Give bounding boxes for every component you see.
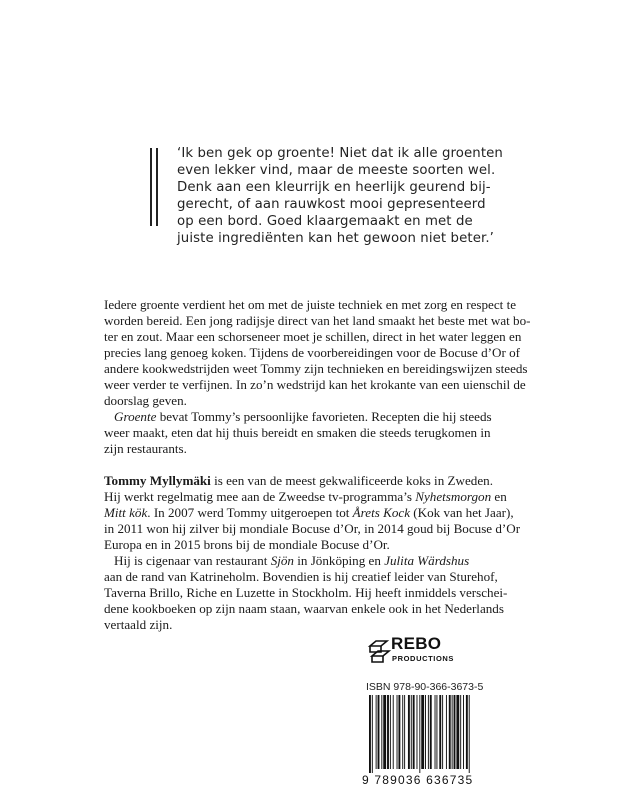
quote-line: ‘Ik ben gek op groente! Niet dat ik alle groenten: [177, 146, 503, 161]
body-line: dene kookboeken op zijn naam staan, waarvan enkele ook in het Nederlands: [104, 601, 504, 616]
barcode-icon: [367, 695, 507, 773]
isbn-label: ISBN 978-90-366-3673-5: [366, 681, 484, 693]
publisher-subtitle: PRODUCTIONS: [392, 654, 455, 663]
quote-bar: [150, 148, 152, 226]
quote-line: gerecht, of aan rauwkost mooi gepresenteerd: [177, 197, 486, 212]
body-line: weer maakt, eten dat hij thuis bereidt en smaken die steeds terugkomen in: [104, 425, 491, 440]
body-line: [104, 473, 493, 489]
body-line: [114, 553, 469, 569]
body-line: precies lang genoeg koken. Tijdens de voorbereidingen voor de Bocuse d’Or of: [104, 345, 520, 360]
show-title: Nyhetsmorgon: [415, 489, 492, 504]
body-line: ter en zout. Maar een schorseneer moet je schillen, direct in het water leggen en: [104, 329, 522, 344]
body-text: Hij werkt regelmatig mee aan de Zweedse tv-programma’s: [104, 489, 416, 504]
body-text: bevat Tommy’s persoonlijke favorieten. Recepten die hij steeds: [156, 409, 492, 424]
body-line: doorslag geven.: [104, 393, 187, 408]
book-title: Groente: [114, 409, 157, 424]
quote-bar: [156, 148, 158, 226]
body-line: andere kookwedstrijden weet Tommy zijn technieken en bereidingswijzen steeds: [104, 361, 528, 376]
barcode: [367, 695, 507, 773]
restaurant-name: Sjön: [270, 553, 294, 568]
body-line: weer verder te verfijnen. In zo’n wedstrijd kan het krokante van een uienschil de: [104, 377, 526, 392]
body-text: en: [491, 489, 507, 504]
show-title: Mitt kök: [104, 505, 148, 520]
restaurant-name: Julita Wärdshus: [384, 553, 470, 568]
body-text: in Jönköping en: [293, 553, 385, 568]
body-line: worden bereid. Een jong radijsje direct van het land smaakt het beste met wat bo-: [104, 313, 531, 328]
body-text: (Kok van het Jaar),: [410, 505, 514, 520]
quote-line: op een bord. Goed klaargemaakt en met de: [177, 214, 473, 229]
publisher-name: REBO: [391, 634, 442, 653]
body-line: [114, 409, 492, 425]
body-line: Taverna Brillo, Riche en Luzette in Stockholm. Hij heeft inmiddels verschei-: [104, 585, 508, 600]
award-title: Årets Kock: [352, 505, 411, 520]
rebo-logo-icon: [367, 638, 393, 666]
body-text: is een van de meest gekwalificeerde koks in Zweden.: [210, 473, 493, 488]
body-line: aan de rand van Katrineholm. Bovendien is hij creatief leider van Sturehof,: [104, 569, 498, 584]
publisher-logo: [367, 636, 477, 670]
body-line: zijn restaurants.: [104, 441, 187, 456]
author-name: Tommy Myllymäki: [104, 473, 211, 488]
body-line: [104, 505, 514, 521]
body-line: Iedere groente verdient het om met de juiste techniek en met zorg en respect te: [104, 297, 517, 312]
quote-line: Denk aan een kleurrijk en heerlijk geurend bij-: [177, 180, 491, 195]
barcode-digits: 9 789036 636735: [362, 773, 474, 787]
body-line: in 2011 won hij zilver bij mondiale Bocuse d’Or, in 2014 goud bij Bocuse d’Or: [104, 521, 521, 536]
body-text: . In 2007 werd Tommy uitgeroepen tot: [147, 505, 353, 520]
quote-line: juiste ingrediënten kan het gewoon niet beter.’: [177, 231, 494, 246]
body-line: Europa en in 2015 brons bij de mondiale Bocuse d’Or.: [104, 537, 390, 552]
body-text: Hij is cigenaar van restaurant: [114, 553, 271, 568]
body-line: [104, 489, 507, 505]
body-line: vertaald zijn.: [104, 617, 173, 632]
quote-line: even lekker vind, maar de meeste soorten wel.: [177, 163, 496, 178]
